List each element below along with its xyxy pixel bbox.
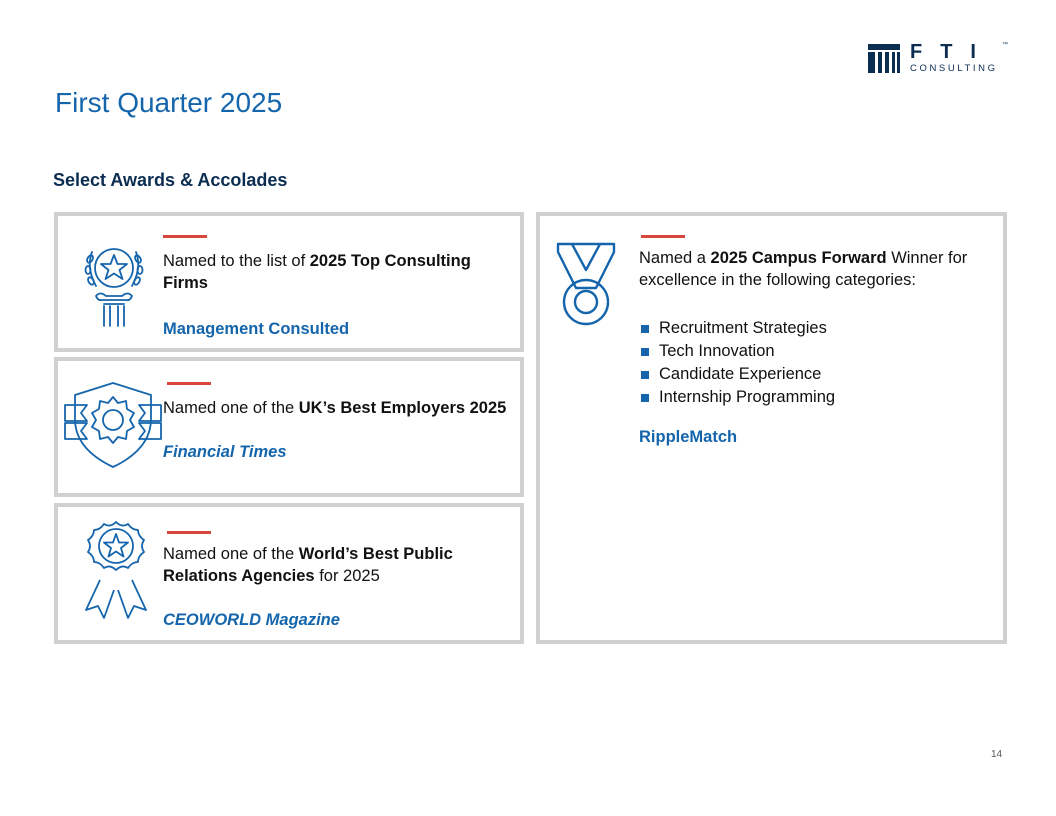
- fti-building-icon: [868, 44, 900, 73]
- fti-consulting-logo: [868, 41, 1008, 74]
- section-title: Select Awards & Accolades: [53, 170, 288, 190]
- award-card-best-pr-agencies: [54, 503, 524, 644]
- award-source: Financial Times: [163, 443, 287, 461]
- award-description: Named a 2025 Campus Forward Winner for excellence in the following categories:: [639, 249, 968, 289]
- accent-rule: [167, 382, 211, 385]
- list-item: Tech Innovation: [639, 340, 835, 363]
- accent-rule: [167, 531, 211, 534]
- accent-rule: [641, 235, 685, 238]
- accent-rule: [163, 235, 207, 238]
- award-source: Management Consulted: [163, 320, 350, 338]
- shield-gear-icon: [63, 379, 163, 471]
- rosette-star-icon: [76, 516, 156, 620]
- logo-wordmark: FTI: [910, 41, 994, 63]
- medal-icon: [554, 240, 618, 326]
- award-card-uk-best-employers: [54, 357, 524, 497]
- award-description: Named one of the World’s Best Public Relations Agencies for 2025: [163, 545, 453, 585]
- list-item: Internship Programming: [639, 386, 835, 409]
- logo-subtitle: CONSULTING: [910, 63, 998, 74]
- award-description: Named one of the UK’s Best Employers 2025: [163, 399, 507, 417]
- page-number: 14: [991, 749, 1003, 760]
- page-title: First Quarter 2025: [55, 87, 283, 118]
- list-item: Recruitment Strategies: [639, 317, 835, 340]
- award-card-campus-forward: [536, 212, 1007, 644]
- award-source: RippleMatch: [639, 428, 738, 446]
- award-description: Named to the list of 2025 Top Consulting Firms: [163, 252, 471, 292]
- list-item: Candidate Experience: [639, 363, 835, 386]
- category-list: [639, 317, 835, 409]
- award-card-top-consulting: [54, 212, 524, 352]
- laurel-star-icon: [76, 234, 152, 334]
- award-source: CEOWORLD Magazine: [163, 611, 340, 629]
- logo-trademark: ™: [1002, 42, 1008, 48]
